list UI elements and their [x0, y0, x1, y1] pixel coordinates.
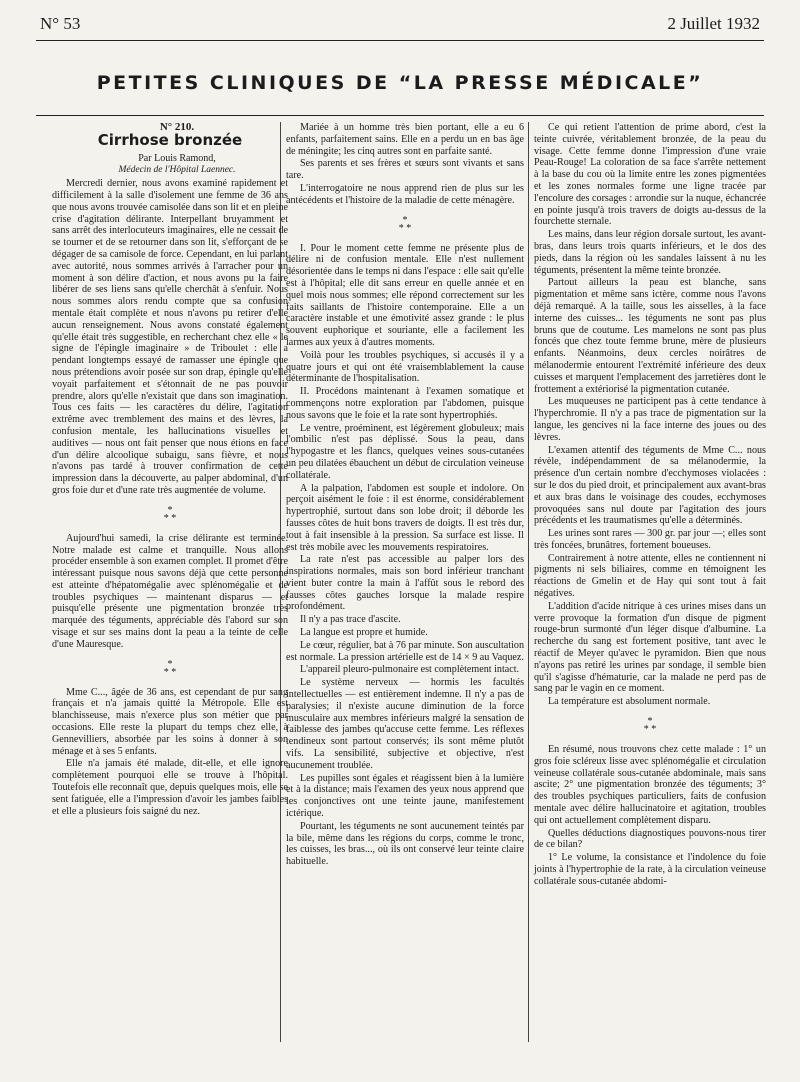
paragraph: La langue est propre et humide.	[300, 627, 428, 639]
article-title: Cirrhose bronzée	[97, 130, 243, 149]
issue-date: 2 Juillet 1932	[667, 14, 760, 33]
paragraph: L'addition d'acide nitrique à ces urines mises dans un verre provoque la formation d'un disque de pigment rouge-brun surmonté d'un léger disque d'albumine. La recherche du sang est fortement positive, tant avec le réactif de Meyer qu'avec le pyramidon. Bien que nous n'ayons pas retiré les urines par sondage, il semble bien qu'il s'agisse d'hématurie, car la malade ne perd pas de sang par le vagin en ce moment.	[534, 600, 766, 695]
author-byline: Par Louis Ramond,	[138, 152, 216, 164]
paragraph: Voilà pour les troubles psychiques, si accusés il y a quatre jours et qui ont été vraisemblablement la cause déterminante de l'hospitalisation.	[286, 349, 524, 385]
paragraph: Le système nerveux — hormis les facultés intellectuelles — est entièrement indemne. Il n'y a pas de paralysies; il n'existe aucune diminution de la force musculaire aux membres inférieurs malgré la sensation de faiblesse des jambes qu'accuse cette femme. Les réflexes tendineux sont partout conservés; ils sont même plutôt vifs. La sensibilité, subjective et objective, n'est aucunement troublée.	[286, 677, 524, 771]
paragraph: Les pupilles sont égales et réagissent bien à la lumière et à la distance; mais l'examen des yeux nous apprend que les conjonctives ont une teinte jaune, manifestement ictérique.	[286, 772, 524, 820]
paragraph: Contrairement à notre attente, elles ne contiennent ni pigments ni sels biliaires, comme en témoignent les réactions de Gmelin et de Hay qui sont tout à fait négatives.	[534, 552, 766, 600]
title-rule	[36, 115, 764, 116]
header-rule	[36, 40, 764, 41]
column-3	[534, 122, 766, 889]
paragraph: L'interrogatoire ne nous apprend rien de plus sur les antécédents et l'histoire de la maladie de cette ménagère.	[286, 182, 524, 206]
paragraph: Le ventre, proéminent, est légèrement globuleux; mais l'ombilic n'est pas déplissé. Sous la peau, dans l'hypogastre et les flancs, quelques veines sous-cutanées un peu dilatées ébauchent un début de circulation veineuse collatérale.	[286, 422, 524, 481]
paragraph: La rate n'est pas accessible au palper lors des inspirations normales, mais son bord inférieur tranchant vient buter contre la main à l'affût sous le rebord des fausses côtes gauches lorsque la malade respire profondément.	[286, 554, 524, 613]
paragraph: Le cœur, régulier, bat à 76 par minute. Son auscultation est normale. La pression artérielle est de 14 × 9 au Vaquez.	[286, 639, 524, 663]
clinic-number: N° 210.	[159, 121, 195, 133]
paragraph: Les urines sont rares — 300 gr. par jour —; elles sont très foncées, brunâtres, fortement boueuses.	[534, 528, 766, 551]
paragraph: Elle n'a jamais été malade, dit-elle, et elle ignore complètement pourquoi elle se trouve à l'hôpital. Toutefois elle reconnaît que, depuis quelques mois, elle se sent fatiguée, elle a l'impression d'avoir les jambes faibles et elle a plusieurs fois saigné du nez.	[52, 758, 288, 817]
paragraph: Mme C..., âgée de 36 ans, est cependant de pur sang français et n'a jamais quitté la Métropole. Elle est blanchisseuse, mais n'exerce plus son métier que par occasions. Elle reste la plupart du temps chez elle, à Gennevilliers, absorbée par les soins à donner à son ménage et à ses 5 enfants.	[52, 686, 288, 757]
paragraph: II. Procédons maintenant à l'examen somatique et commençons notre exploration par l'abdomen, puisque nous savons que le foie et la rate sont hypertrophiés.	[286, 386, 524, 421]
paragraph: Pourtant, les téguments ne sont aucunement teintés par la bile, même dans les régions du corps, comme le tronc, les cuisses, les bras..., où ils ont conservé leur teinte claire habituelle.	[286, 820, 524, 868]
section-separator: * * *	[398, 214, 412, 234]
paragraph: En résumé, nous trouvons chez cette malade : 1° un gros foie scléreux lisse avec splénomégalie et circulation veineuse collatérale sous-cutanée abdominale, mais sans ascite; 2° une pigmentation bronzée des téguments; 3° des troubles psychiques particuliers, faits de confusion mentale avec délire hallucinatoire et agitation, troubles qui ont actuellement complètement disparu.	[534, 744, 766, 826]
paragraph: Mercredi dernier, nous avons examiné rapidement et difficilement à la salle d'isolement une femme de 36 ans que nous avons trouvée camisolée dans son lit et en pleine crise d'agitation délirante. Interpellant bruyamment et sans arrêt des interlocuteurs imaginaires, elle ne cessait de se tourner et de se retourner dans son lit, s'efforçant de se dégager de sa camisole de force. Cependant, en lui parlant avec autorité, nous sommes arrivés à l'arracher pour un moment à son délire d'action, et nous avons pu la faire libérer de ses liens sans qu'elle cherchât à s'enfuir. Nous nous sommes alors rendu compte que sa confusion mentale était complète et nous n'avons pu retirer d'elle aucun renseignement. Nous avons constaté également qu'elle était très suggestible, en recherchant chez elle « le signe de l'épingle imaginaire » de Triboulet : elle a pendant longtemps essayé de ramasser une épingle que nous prétendions avoir posée sur son drap, épingle qu'elle voyait parfaitement et s'étonnait de ne pas pouvoir prendre, alors qu'elle n'existait que dans son imagination. Tous ces faits — les caractères du délire, l'agitation extrême avec tremblement des mains et des lèvres, la confusion mentale, les hallucinations visuelles et auditives — nous ont fait penser que nous étions en face d'un délire alcoolique subaigu, sans fièvre, et nous n'avons pas tardé à trouver confirmation de cette impression dans la découverte, au palper abdominal, d'un gros foie dur et d'une rate très augmentée de volume.	[52, 178, 288, 496]
paragraph: L'examen attentif des téguments de Mme C... nous révèle, indépendamment de sa mélanodermie, la présence d'un certain nombre d'ecchymoses violacées : sur le dos du pied droit, et principalement aux avant-bras et aux bras dans le voisinage des coudes, ecchymoses provoquées sans nul doute par l'agitation des jours précédents et les traumatismes qu'elle a déterminés.	[534, 444, 766, 527]
column-1	[52, 122, 288, 818]
page-header	[0, 0, 800, 40]
page-title: PETITES CLINIQUES DE “LA PRESSE MÉDICALE”	[96, 72, 704, 94]
author-affiliation: Médecin de l'Hôpital Laennec.	[118, 165, 236, 176]
paragraph: Les mains, dans leur région dorsale surtout, les avant-bras, dans leurs trois quarts inférieurs, et le dos des pieds, dans la région où les sandales laissent à nu les téguments, présentent la même teinte bronzée.	[534, 229, 766, 276]
paragraph: 1° Le volume, la consistance et l'indolence du foie joints à l'hypertrophie de la rate, à la circulation veineuse collatérale sous-cutanée abdomi-	[534, 852, 766, 887]
issue-number: N° 53	[40, 14, 81, 33]
paragraph: I. Pour le moment cette femme ne présente plus de délire ni de confusion mentale. Elle n'est nullement désorientée dans le temps ni dans l'espace : elle sait qu'elle est à l'hôpital; elle dit sans erreur en quelle année et en quel mois nous sommes; elle répond correctement sur les faits saillants de l'histoire contemporaine. Elle a un caractère instable et une émotivité assez grande : le plus souvent euphorique et souriante, elle a facilement les larmes aux yeux à d'autres moments.	[286, 242, 524, 348]
paragraph: Ses parents et ses frères et sœurs sont vivants et sans tare.	[286, 158, 524, 182]
section-separator: * * *	[163, 504, 177, 524]
section-separator: * * *	[643, 716, 657, 736]
paragraph: Quelles déductions diagnostiques pouvons-nous tirer de ce bilan?	[534, 827, 766, 851]
paragraph: Mariée à un homme très bien portant, elle a eu 6 enfants, parfaitement sains. Elle en a perdu un en bas âge de méningite; les cinq autres sont en parfaite santé.	[286, 122, 524, 157]
paragraph: Ce qui retient l'attention de prime abord, c'est la teinte cuivrée, véritablement bronzée, de la peau du visage. Cette femme donne l'impression d'une vraie Peau-Rouge! La coloration de sa face s'arrête nettement à la base du cou où la limite entre les zones pigmentées et les zones normales forme une ligne tracée par l'encolure des corsages : arrondie sur la nuque, échancrée en pointe jusqu'à trois travers de doigts au-dessus de la fourchette sternale.	[534, 122, 766, 228]
paragraph: La température est absolument normale.	[548, 696, 711, 708]
paragraph: Il n'y a pas trace d'ascite.	[300, 614, 401, 626]
section-separator: * * *	[163, 658, 177, 678]
paragraph: Les muqueuses ne participent pas à cette tendance à l'hyperchromie. Il n'y a pas trace de pigmentation sur la langue, les gencives ni la face interne des joues ou des lèvres.	[534, 396, 766, 443]
column-2	[286, 122, 524, 869]
paragraph: L'appareil pleuro-pulmonaire est complètement intact.	[300, 664, 520, 676]
paragraph: Partout ailleurs la peau est blanche, sans pigmentation et même sans ictère, comme nous l'avons déjà remarqué. A la taille, sous les aisselles, à la face interne des cuisses... les téguments ne sont pas plus bruns que de coutume. Les mamelons ne sont pas plus foncés que chez toute femme brune, mère de plusieurs enfants. Néanmoins, deux cercles noirâtres de mélanodermie entourent l'extrémité inférieure des deux cuisses et marquent l'emplacement des jarretières dont le frottement a extériorisé la pigmentation cutanée.	[534, 277, 766, 395]
column-divider	[528, 122, 529, 1042]
paragraph: Aujourd'hui samedi, la crise délirante est terminée. Notre malade est calme et tranquille. Nous allons procéder ensemble à son examen complet. Il promet d'être intéressant puisque nous savons déjà que cette personne est atteinte d'hépatomégalie avec splénomégalie et de troubles psychiques — maintenant disparus — et puisqu'elle présente une pigmentation bronzée très marquée des téguments, appréciable dès l'abord sur son visage et sur ses mains dont la peau a la teinte de celle d'une Mauresque.	[52, 532, 288, 650]
paragraph: A la palpation, l'abdomen est souple et indolore. On perçoit aisément le foie : il est énorme, considérablement hypertrophié, surtout dans son lobe droit; il déborde les fausses côtes de huit bons travers de doigts. Il est très dur, tout à fait insensible à la pression. Sa surface est lisse. Il est très mobile avec les mouvements respiratoires.	[286, 482, 524, 553]
